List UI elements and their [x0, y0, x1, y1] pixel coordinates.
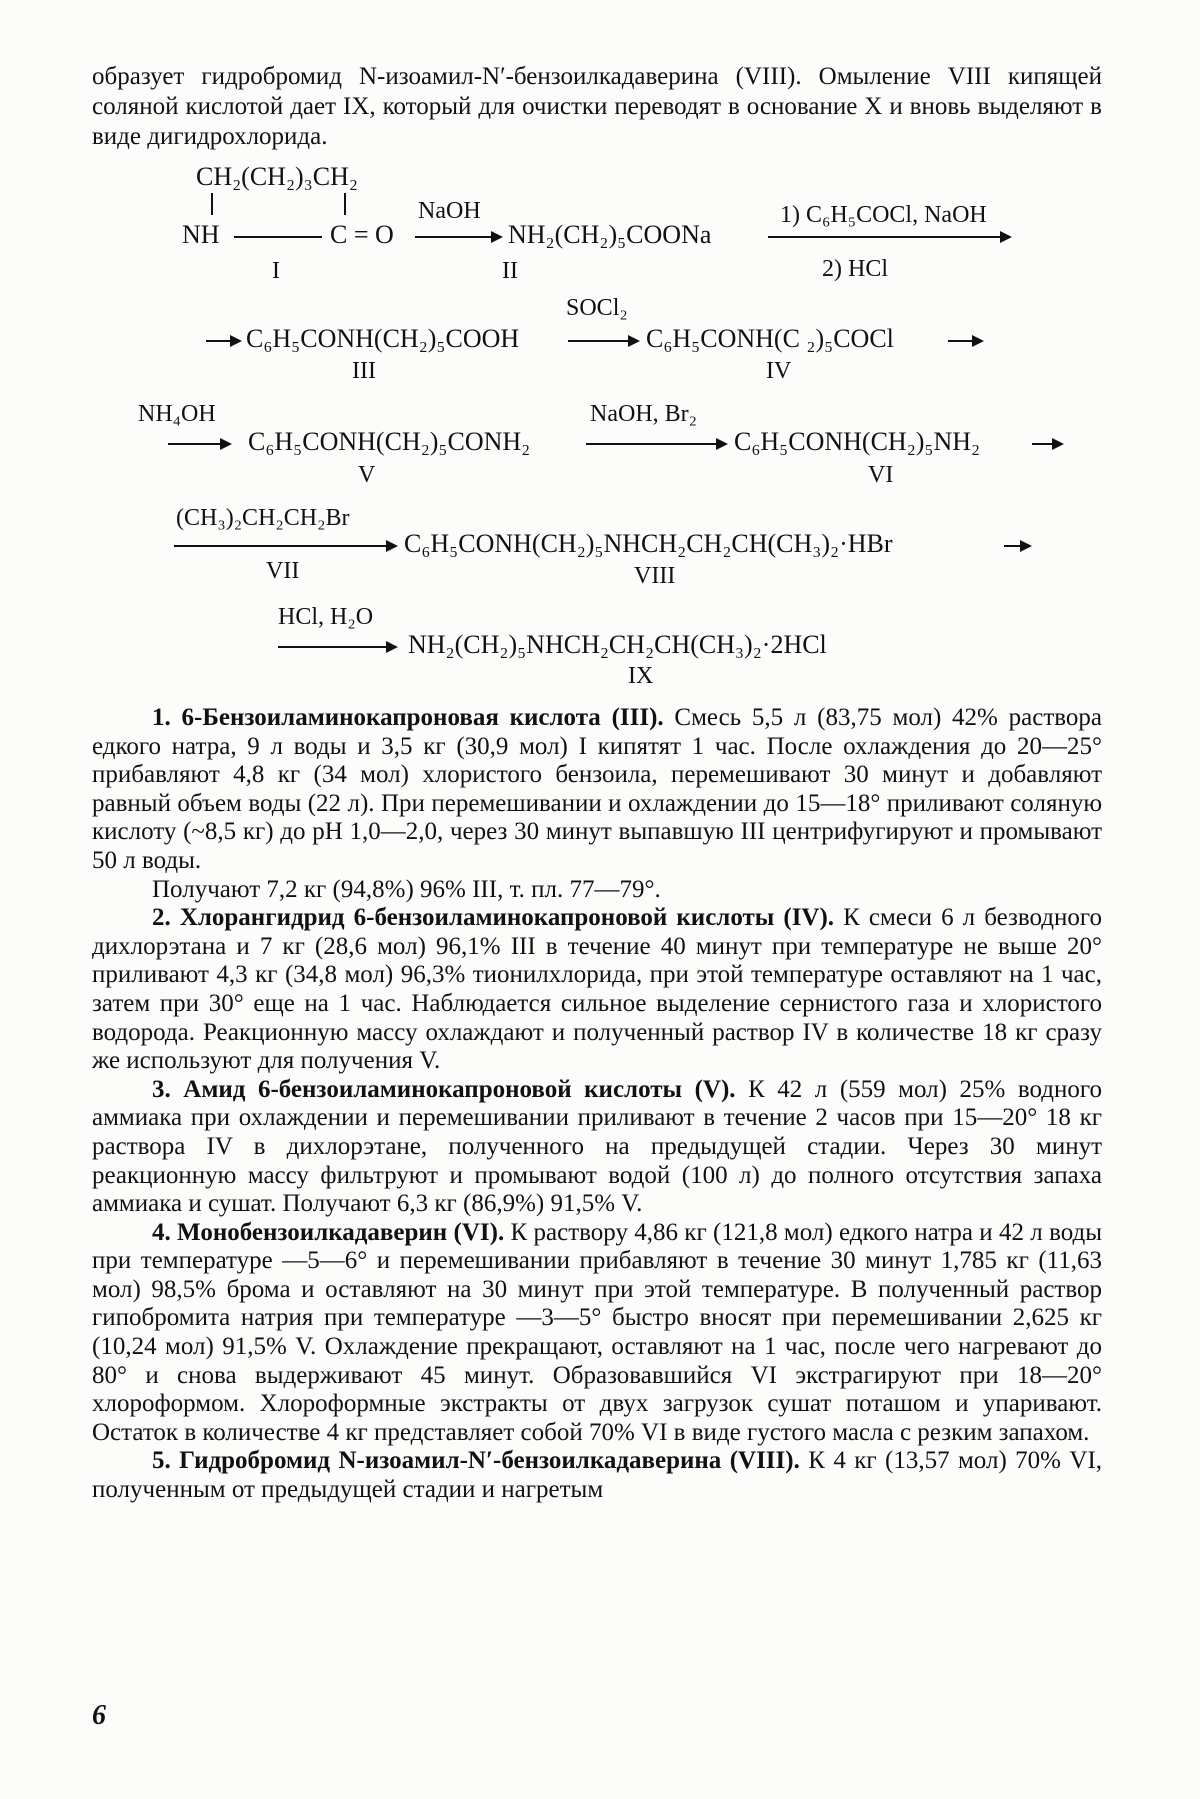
reagent-benzoyl-chloride: 1) C₆H₅COCl, NaOH — [780, 202, 987, 228]
compound-III-formula: C₆H₅CONH(CH₂)₅COOH — [246, 324, 520, 353]
compound-label-II: II — [502, 258, 518, 284]
reagent-socl2: SOCl₂ — [566, 295, 628, 321]
reaction-arrow-3 — [206, 340, 240, 342]
compound-label-IX: IX — [628, 663, 654, 689]
section-3-heading: 3. Амид 6-бензоиламинокапроновой кислоты (V). — [152, 1075, 736, 1103]
compound-label-III: III — [352, 358, 376, 384]
reaction-arrow-7 — [586, 443, 726, 445]
page-number: 6 — [92, 1700, 106, 1731]
compound-label-VIII: VIII — [634, 563, 676, 589]
reagent-hcl-water: HCl, H₂O — [278, 604, 374, 630]
section-2 — [92, 904, 1102, 1076]
reaction-arrow-5 — [948, 340, 982, 342]
reaction-scheme — [0, 0, 1200, 720]
reaction-arrow-2 — [768, 236, 1010, 238]
compound-label-V: V — [358, 462, 376, 488]
reagent-nh4oh: NH₄OH — [138, 401, 216, 427]
compound-VIII-formula: C₆H₅CONH(CH₂)₅NHCH₂CH₂CH(CH₃)₂·HBr — [404, 529, 893, 558]
nh-co-bond — [234, 236, 322, 238]
lactam-nh: NH — [182, 220, 220, 249]
section-3-text: К 42 л (559 мол) 25% водного аммиака при охлаждении и перемешивании приливают в течение 2 часов при 15—20° 18 кг раствора IV в дихлорэтане, полученного на предыдущей стадии. Через 30 минут реакционную массу фильтруют и промывают водой (100 л) до полного отсутствия запаха аммиака и сушат. Получают 6,3 кг (86,9%) 91,5% V. — [92, 1075, 1102, 1218]
lactam-carbonyl: C = O — [330, 220, 394, 249]
section-4-text: К раствору 4,86 кг (121,8 мол) едкого натра и 42 л воды при температуре —5—6° и перемешивании прибавляют в течение 30 минут 1,785 кг (11,63 мол) 98,5% брома и оставляют на 30 минут при этой температуре. В полученный раствор гипобромита натрия при температуре —3—5° быстро вносят при перемешивании 2,625 кг (10,24 мол) 91,5% V. Охлаждение прекращают, оставляют на 1 час, после чего нагревают до 80° и снова выдерживают 45 минут. Образовавшийся VI экстрагируют при 18—20° хлороформом. Хлороформные экстракты от двух загрузок сушат поташом и упаривают. Остаток в количестве 4 кг представляет собой 70% VI в виде густого масла с резким запахом. — [92, 1218, 1103, 1446]
bond-line-left — [211, 193, 213, 215]
reaction-arrow-8 — [1032, 443, 1062, 445]
compound-II-formula: NH₂(CH₂)₅COONa — [508, 220, 712, 249]
reagent-hcl: 2) HCl — [822, 256, 888, 282]
reagent-naoh: NaOH — [418, 198, 481, 224]
reaction-arrow-11 — [278, 646, 396, 648]
section-1 — [92, 704, 1102, 876]
intro-paragraph: образует гидробромид N-изоамил-N′-бензоилкадаверина (VIII). Омыление VIII кипящей соляной кислотой дает IX, который для очистки переводят в основание X и вновь выделяют в виде дигидрохлорида. — [92, 63, 1102, 150]
section-5 — [92, 1447, 1102, 1504]
reaction-arrow-4 — [568, 340, 638, 342]
reaction-arrow-6 — [168, 443, 230, 445]
section-1-text: Смесь 5,5 л (83,75 мол) 42% раствора едкого натра, 9 л воды и 3,5 кг (30,9 мол) I кипятят 1 час. После охлаждения до 20—25° прибавляют 4,8 кг (34 мол) хлористого бензоила, перемешивают 30 минут и добавляют равный объем воды (22 л). При перемешивании и охлаждении до 15—18° приливают соляную кислоту (~8,5 кг) до pH 1,0—2,0, через 30 минут выпавшую III центрифугируют и промывают 50 л воды. — [92, 704, 1102, 874]
caprolactam-chain: CH₂(CH₂)₃CH₂ — [196, 162, 358, 191]
section-2-heading: 2. Хлорангидрид 6-бензоиламинокапроновой кислоты (IV). — [152, 904, 835, 932]
section-4 — [92, 1219, 1102, 1448]
procedure-text — [92, 704, 1102, 1505]
section-1-yield — [92, 876, 1102, 905]
compound-label-VII: VII — [266, 558, 300, 584]
section-5-heading: 5. Гидробромид N-изоамил-N′-бензоилкадаверина (VIII). — [152, 1447, 800, 1475]
section-1-heading: 1. 6-Бензоиламинокапроновая кислота (III). — [152, 704, 664, 731]
compound-label-IV: IV — [766, 358, 792, 384]
reaction-arrow-1 — [415, 236, 501, 238]
compound-IV-formula: C₆H₅CONH(C ₂)₅COCl — [646, 324, 894, 353]
section-2-text: К смеси 6 л безводного дихлорэтана и 7 кг (28,6 мол) 96,1% III в течение 40 минут при температуре не выше 20° приливают 4,3 кг (34,8 мол) 96,3% тионилхлорида, при этой температуре оставляют на 1 час, затем при 30° еще на 1 час. Наблюдается сильное выделение сернистого газа и хлористого водорода. Реакционную массу охлаждают и полученный раствор IV в количестве 18 кг сразу же используют для получения V. — [92, 904, 1103, 1075]
reaction-arrow-9 — [174, 545, 396, 547]
compound-V-formula: C₆H₅CONH(CH₂)₅CONH₂ — [248, 427, 531, 456]
reagent-naoh-br2: NaOH, Br₂ — [590, 401, 698, 427]
compound-VI-formula: C₆H₅CONH(CH₂)₅NH₂ — [734, 427, 981, 456]
compound-label-VI: VI — [868, 462, 894, 488]
section-1-yield-text: Получают 7,2 кг (94,8%) 96% III, т. пл. 77—79°. — [152, 875, 661, 903]
compound-label-I: I — [272, 258, 280, 284]
reagent-isoamyl-bromide: (CH₃)₂CH₂CH₂Br — [176, 505, 350, 531]
bond-line-right — [344, 193, 346, 215]
section-5-text: К 4 кг (13,57 мол) 70% VI, полученным от предыдущей стадии и нагретым — [92, 1447, 1103, 1504]
compound-IX-formula: NH₂(CH₂)₅NHCH₂CH₂CH(CH₃)₂·2HCl — [408, 630, 827, 659]
section-4-heading: 4. Монобензоилкадаверин (VI). — [152, 1218, 505, 1246]
section-3 — [92, 1076, 1102, 1219]
reaction-arrow-10 — [1004, 545, 1030, 547]
